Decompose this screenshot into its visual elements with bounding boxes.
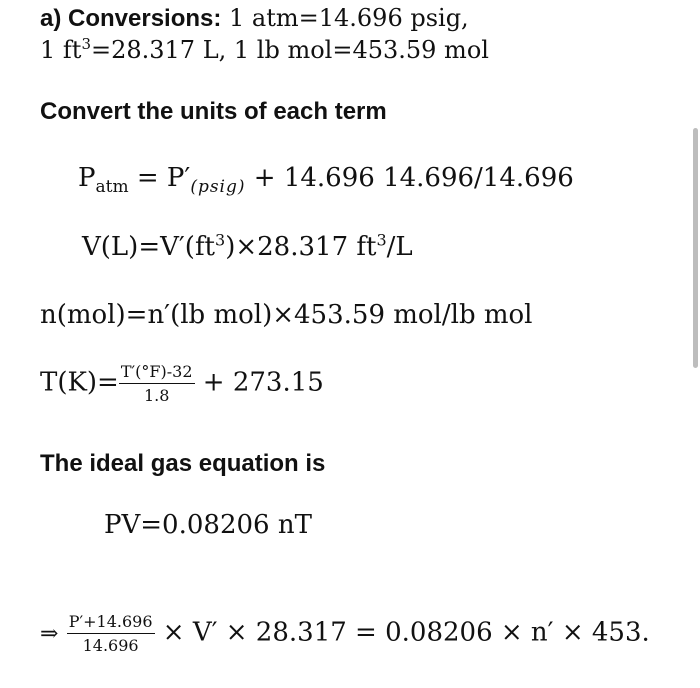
vertical-scrollbar[interactable]	[693, 128, 698, 368]
pressure-fraction: $\frac{P'+14.696}{14.696}$	[68, 612, 153, 655]
temperature-fraction: $\frac{T'(^\circ F)-32}{1.8}$	[120, 362, 193, 405]
pressure-equation: $P_{atm} = P'_{(psig)} + 14.696$ 14.696/14.696	[78, 163, 574, 198]
temperature-equation: T(K)= $\frac{T'(^\circ F)-32}{1.8}$ + 273.15	[40, 362, 324, 405]
volume-equation: $V(L)=V'(ft^3)\times 28.317$ $ft^3/L$	[82, 230, 413, 262]
section-title-convert: Convert the units of each term	[40, 98, 387, 125]
moles-equation: n(mol)=n′(lb mol)×453.59 mol/lb mol	[40, 300, 533, 330]
ideal-gas-equation: PV=0.08206 nT	[104, 510, 312, 540]
final-equation: ⇒ $\frac{P'+14.696}{14.696}$ × V′ × 28.317 = 0.08206 × n′ × 453.	[40, 612, 650, 655]
conversion-line-1: 1 atm=14.696 psig,	[229, 4, 469, 32]
implies-arrow-icon: ⇒	[40, 621, 59, 647]
part-label: a) Conversions:	[40, 5, 222, 32]
section-title-ideal-gas: The ideal gas equation is	[40, 450, 326, 477]
conversions-heading	[40, 4, 469, 33]
conversion-line-2: 1 $ft^3=28.317$ L, 1 lb mol=453.59 mol	[40, 35, 489, 64]
